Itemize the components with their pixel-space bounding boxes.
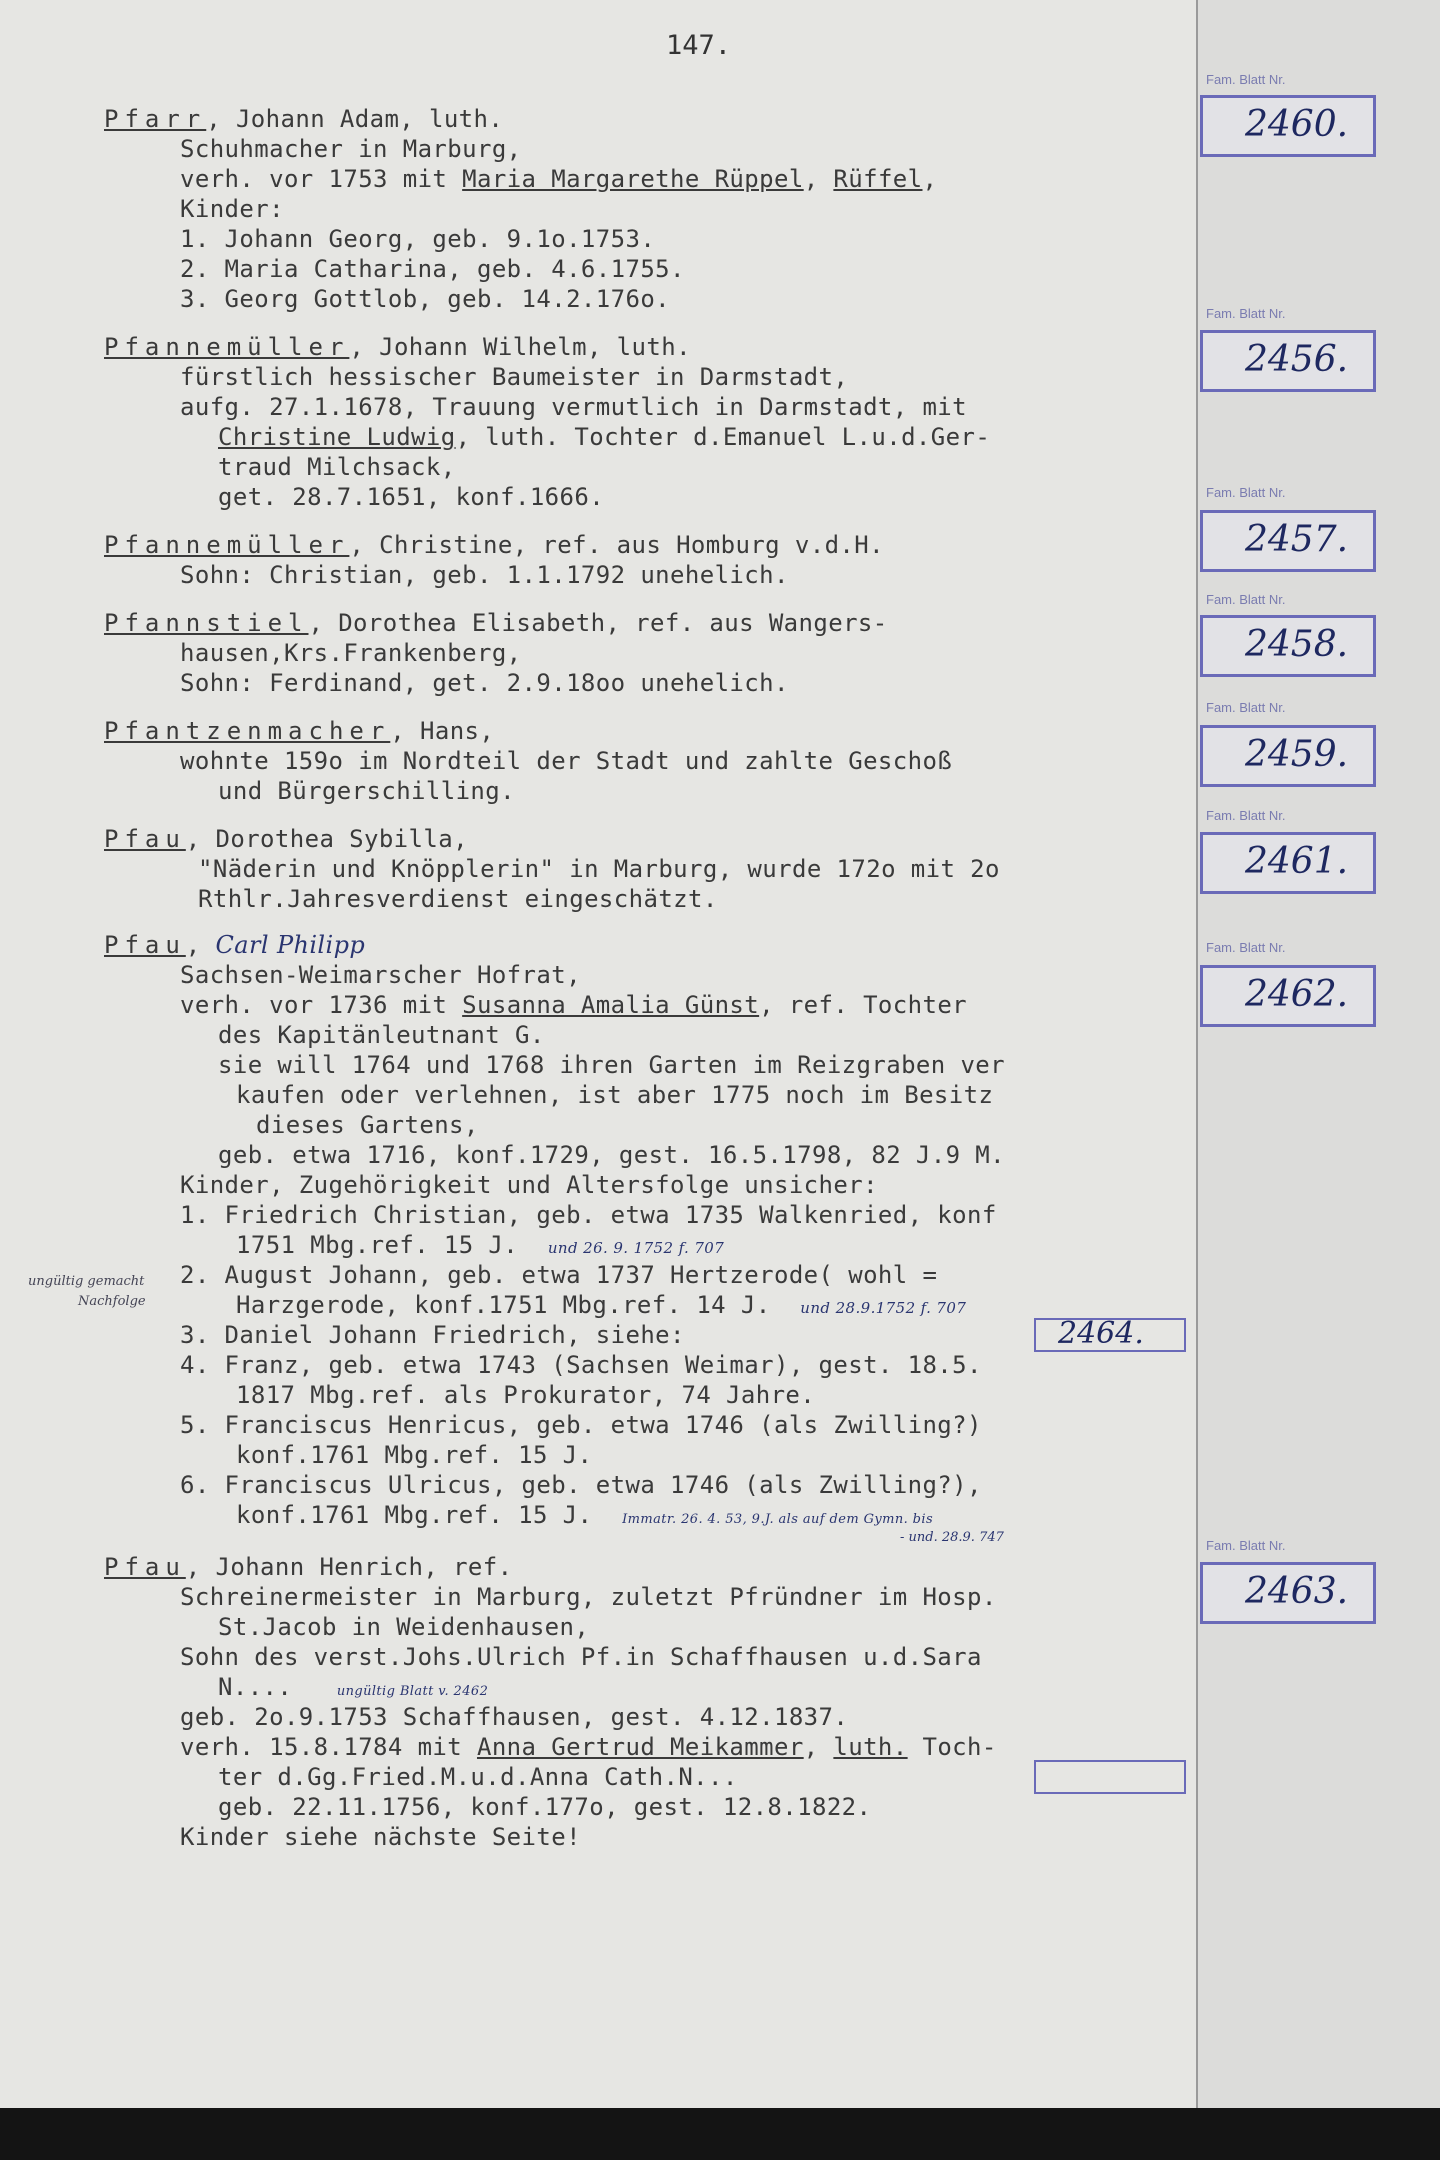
handwritten-name: Carl Philipp [215,931,366,959]
entry-line: 1. Johann Georg, geb. 9.1o.1753. [180,225,656,253]
entry-line: konf.1761 Mbg.ref. 15 J. Immatr. 26. 4. 53, 9.J. als auf dem Gymn. bis [236,1501,934,1529]
fam-sheet-box: 2458. [1200,615,1376,677]
entry-line: Sachsen-Weimarscher Hofrat, [180,961,581,989]
entry-line: Sohn: Ferdinand, get. 2.9.18oo unehelich. [180,669,789,697]
entry-line: hausen,Krs.Frankenberg, [180,639,522,667]
fam-sheet-box: 2461. [1200,832,1376,894]
entry-line: Harzgerode, konf.1751 Mbg.ref. 14 J. und 28.9.1752 f. 707 [236,1291,967,1319]
entry-line: traud Milchsack, [218,453,456,481]
fam-label: Fam. Blatt Nr. [1206,1538,1286,1553]
entry-line: wohnte 159o im Nordteil der Stadt und zahlte Geschoß [180,747,953,775]
entry-line: verh. vor 1736 mit Susanna Amalia Günst, ref. Tochter [180,991,968,1019]
entry-line: aufg. 27.1.1678, Trauung vermutlich in Darmstadt, mit [180,393,968,421]
entry-line: Rthlr.Jahresverdienst eingeschätzt. [198,885,718,913]
margin-note: ungültig gemacht Nachfolge [28,1274,146,1309]
handwritten-note: und 26. 9. 1752 f. 707 [547,1239,725,1257]
entry-heading: Pfannemüller, Christine, ref. aus Homburg v.d.H. [104,531,884,559]
fam-label: Fam. Blatt Nr. [1206,72,1286,87]
fam-label: Fam. Blatt Nr. [1206,485,1286,500]
entry-line: und Bürgerschilling. [218,777,515,805]
entry-line: geb. 22.11.1756, konf.177o, gest. 12.8.1822. [218,1793,872,1821]
fam-sheet-box: 2462. [1200,965,1376,1027]
entry-line: des Kapitänleutnant G. [218,1021,545,1049]
fam-label: Fam. Blatt Nr. [1206,700,1286,715]
fam-label: Fam. Blatt Nr. [1206,940,1286,955]
entry-line: Kinder siehe nächste Seite! [180,1823,581,1851]
empty-sheet-box [1034,1760,1186,1794]
fam-sheet-box: 2456. [1200,330,1376,392]
page-number: 147. [666,30,732,61]
entry-line: get. 28.7.1651, konf.1666. [218,483,605,511]
fam-label: Fam. Blatt Nr. [1206,592,1286,607]
entry-line: kaufen oder verlehnen, ist aber 1775 noch im Besitz [236,1081,994,1109]
entry-heading: Pfannstiel, Dorothea Elisabeth, ref. aus Wangers- [104,609,888,637]
entry-line: Kinder, Zugehörigkeit und Altersfolge unsicher: [180,1171,878,1199]
entry-line: 4. Franz, geb. etwa 1743 (Sachsen Weimar), gest. 18.5. [180,1351,982,1379]
entry-line: Sohn: Christian, geb. 1.1.1792 unehelich. [180,561,789,589]
entry-line: Kinder: [180,195,284,223]
entry-line: Schreinermeister in Marburg, zuletzt Pfründner im Hosp. [180,1583,997,1611]
entry-line: geb. etwa 1716, konf.1729, gest. 16.5.1798, 82 J.9 M. [218,1141,1006,1169]
entry-line: 3. Georg Gottlob, geb. 14.2.176o. [180,285,671,313]
entry-line: dieses Gartens, [256,1111,479,1139]
entry-line: 1751 Mbg.ref. 15 J. und 26. 9. 1752 f. 707 [236,1231,725,1259]
entry-line: Sohn des verst.Johs.Ulrich Pf.in Schaffhausen u.d.Sara [180,1643,982,1671]
entry-line: ter d.Gg.Fried.M.u.d.Anna Cath.N... [218,1763,738,1791]
handwritten-note: Immatr. 26. 4. 53, 9.J. als auf dem Gymn. bis [622,1512,934,1527]
entry-line: 3. Daniel Johann Friedrich, siehe: [180,1321,685,1349]
entry-heading: Pfau, Carl Philipp [104,931,366,959]
entry-heading: Pfau, Dorothea Sybilla, [104,825,468,853]
entry-heading: Pfau, Johann Henrich, ref. [104,1553,513,1581]
entry-line: St.Jacob in Weidenhausen, [218,1613,590,1641]
handwritten-note: ungültig Blatt v. 2462 [336,1684,489,1699]
handwritten-note: - und. 28.9. 747 [900,1530,1004,1545]
entry-heading: Pfannemüller, Johann Wilhelm, luth. [104,333,691,361]
fam-sheet-box: 2460. [1200,95,1376,157]
entry-line: 6. Franciscus Ulricus, geb. etwa 1746 (als Zwilling?), [180,1471,982,1499]
entry-line: geb. 2o.9.1753 Schaffhausen, gest. 4.12.1837. [180,1703,849,1731]
fam-label: Fam. Blatt Nr. [1206,306,1286,321]
entry-line: fürstlich hessischer Baumeister in Darmstadt, [180,363,849,391]
entry-line: konf.1761 Mbg.ref. 15 J. [236,1441,593,1469]
entry-heading: Pfantzenmacher, Hans, [104,717,495,745]
entry-line: "Näderin und Knöpplerin" in Marburg, wurde 172o mit 2o [198,855,1000,883]
entry-line: Schuhmacher in Marburg, [180,135,522,163]
entry-line: sie will 1764 und 1768 ihren Garten im Reizgraben ver [218,1051,1006,1079]
entry-line: verh. vor 1753 mit Maria Margarethe Rüppel, Rüffel, [180,165,938,193]
fam-sheet-box: 2459. [1200,725,1376,787]
entry-line: 1817 Mbg.ref. als Prokurator, 74 Jahre. [236,1381,816,1409]
entry-line: 2. Maria Catharina, geb. 4.6.1755. [180,255,685,283]
fam-sheet-box: 2463. [1200,1562,1376,1624]
fam-label: Fam. Blatt Nr. [1206,808,1286,823]
entry-line: 5. Franciscus Henricus, geb. etwa 1746 (als Zwilling?) [180,1411,982,1439]
entry-line: 1. Friedrich Christian, geb. etwa 1735 Walkenried, konf [180,1201,997,1229]
entry-line: verh. 15.8.1784 mit Anna Gertrud Meikammer, luth. Toch- [180,1733,997,1761]
entry-heading: Pfarr, Johann Adam, luth. [104,105,504,133]
entry-line: Christine Ludwig, luth. Tochter d.Emanuel L.u.d.Ger- [218,423,991,451]
fam-sheet-box: 2457. [1200,510,1376,572]
entry-line: N.... ungültig Blatt v. 2462 [218,1673,489,1701]
handwritten-note: und 28.9.1752 f. 707 [800,1299,967,1317]
entry-line: 2. August Johann, geb. etwa 1737 Hertzerode( wohl = [180,1261,938,1289]
inline-sheet-box: 2464. [1034,1318,1186,1352]
